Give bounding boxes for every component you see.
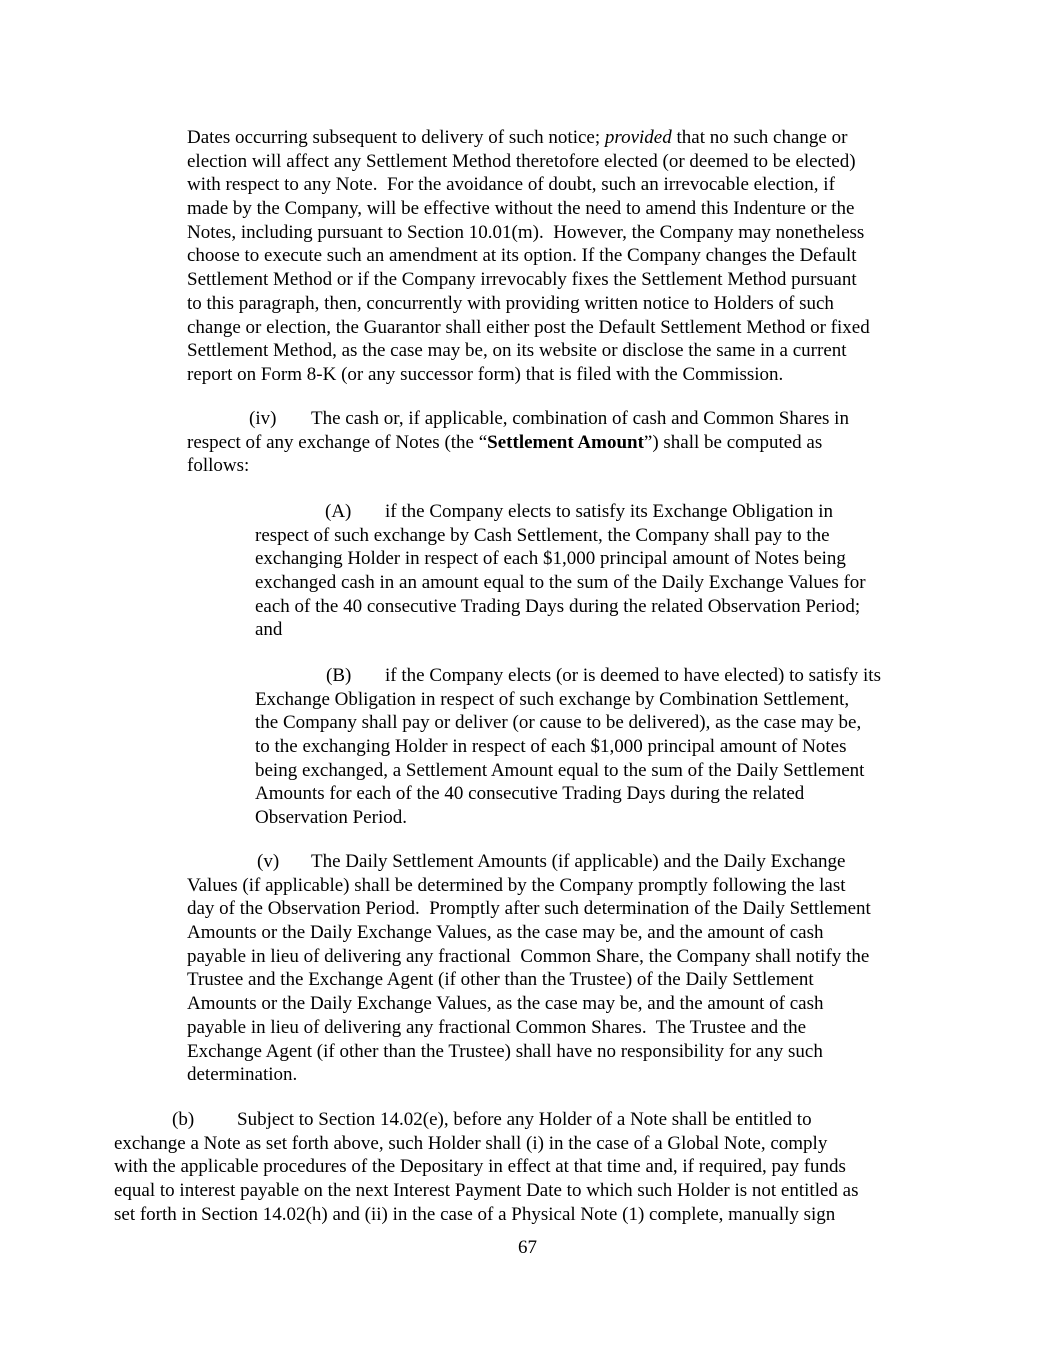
text-line: payable in lieu of delivering any fractional Common Share, the Company shall notify the <box>187 945 870 967</box>
paragraph-A <box>255 500 955 642</box>
paragraph-v <box>187 850 947 1087</box>
text-line: respect of such exchange by Cash Settlement, the Company shall pay to the <box>255 524 830 546</box>
text-line: Exchange Obligation in respect of such exchange by Combination Settlement, <box>255 688 850 710</box>
text-line: to the exchanging Holder in respect of each $1,000 principal amount of Notes <box>255 736 847 758</box>
text-line: (b) Subject to Section 14.02(e), before any Holder of a Note shall be entitled to <box>172 1109 812 1130</box>
text-line: Values (if applicable) shall be determined by the Company promptly following the last <box>187 874 846 896</box>
text-line: Dates occurring subsequent to delivery of such notice; provided that no such change or <box>187 127 848 148</box>
text-line: Amounts or the Daily Exchange Values, as the case may be, and the amount of cash <box>187 922 824 944</box>
text-line: choose to execute such an amendment at its option. If the Company changes the Default <box>187 245 857 267</box>
text-line: Exchange Agent (if other than the Trustee) shall have no responsibility for any such <box>187 1040 823 1062</box>
clause-label: (B) <box>326 665 352 686</box>
text-line: Observation Period. <box>255 807 407 829</box>
emphasis-provided: provided <box>604 127 672 148</box>
text-line: (B) if the Company elects (or is deemed to have elected) to satisfy its <box>326 665 881 686</box>
text-line: respect of any exchange of Notes (the “Settlement Amount”) shall be computed as <box>187 431 823 453</box>
text-line: and <box>255 619 283 641</box>
text-line: change or election, the Guarantor shall either post the Default Settlement Method or fixed <box>187 316 870 338</box>
text-line: day of the Observation Period. Promptly after such determination of the Daily Settlement <box>187 898 871 920</box>
text-line: equal to interest payable on the next Interest Payment Date to which such Holder is not entitled as <box>114 1180 859 1202</box>
text-line: election will affect any Settlement Method theretofore elected (or deemed to be elected) <box>187 150 856 172</box>
text-line: follows: <box>187 455 250 477</box>
text-line: exchange a Note as set forth above, such Holder shall (i) in the case of a Global Note, comply <box>114 1132 828 1154</box>
text-line: set forth in Section 14.02(h) and (ii) in the case of a Physical Note (1) complete, manually sign <box>114 1203 836 1225</box>
text-line: Notes, including pursuant to Section 10.01(m). However, the Company may nonetheless <box>187 221 865 243</box>
page-number: 67 <box>518 1237 537 1258</box>
text-line: (iv) The cash or, if applicable, combination of cash and Common Shares in <box>249 408 849 429</box>
text-line: with respect to any Note. For the avoidance of doubt, such an irrevocable election, if <box>187 174 835 196</box>
text-line: Settlement Method, as the case may be, on its website or disclose the same in a current <box>187 340 847 362</box>
clause-label: (A) <box>325 501 352 522</box>
text-line: (A) if the Company elects to satisfy its Exchange Obligation in <box>325 501 833 522</box>
text-line: with the applicable procedures of the Depositary in effect at that time and, if required, pay funds <box>114 1156 846 1178</box>
paragraph-continued <box>187 126 947 387</box>
text-line: the Company shall pay or deliver (or cause to be delivered), as the case may be, <box>255 712 862 734</box>
clause-label: (iv) <box>249 408 277 429</box>
text-line: made by the Company, will be effective without the need to amend this Indenture or the <box>187 198 855 220</box>
text-line: payable in lieu of delivering any fractional Common Shares. The Trustee and the <box>187 1016 807 1038</box>
text-line: each of the 40 consecutive Trading Days during the related Observation Period; <box>255 595 861 617</box>
clause-label: (v) <box>257 851 280 872</box>
text-line: Amounts or the Daily Exchange Values, as the case may be, and the amount of cash <box>187 993 824 1015</box>
defined-term: Settlement Amount <box>487 431 644 453</box>
text-line: (v) The Daily Settlement Amounts (if applicable) and the Daily Exchange <box>257 851 846 872</box>
text-line: determination. <box>187 1064 298 1086</box>
paragraph-b <box>114 1108 944 1226</box>
paragraph-B <box>255 664 955 830</box>
text-line: to this paragraph, then, concurrently with providing written notice to Holders of such <box>187 292 834 314</box>
text-line: being exchanged, a Settlement Amount equal to the sum of the Daily Settlement <box>255 759 865 781</box>
paragraph-iv <box>187 407 947 478</box>
text-line: Amounts for each of the 40 consecutive Trading Days during the related <box>255 783 805 805</box>
text-line: exchanged cash in an amount equal to the sum of the Daily Exchange Values for <box>255 572 866 594</box>
clause-label: (b) <box>172 1109 195 1130</box>
text-line: Settlement Method or if the Company irrevocably fixes the Settlement Method pursuant <box>187 269 857 291</box>
text-line: Trustee and the Exchange Agent (if other than the Trustee) of the Daily Settlement <box>187 969 814 991</box>
text-line: report on Form 8-K (or any successor form) that is filed with the Commission. <box>187 363 784 385</box>
text-line: exchanging Holder in respect of each $1,000 principal amount of Notes being <box>255 548 846 570</box>
